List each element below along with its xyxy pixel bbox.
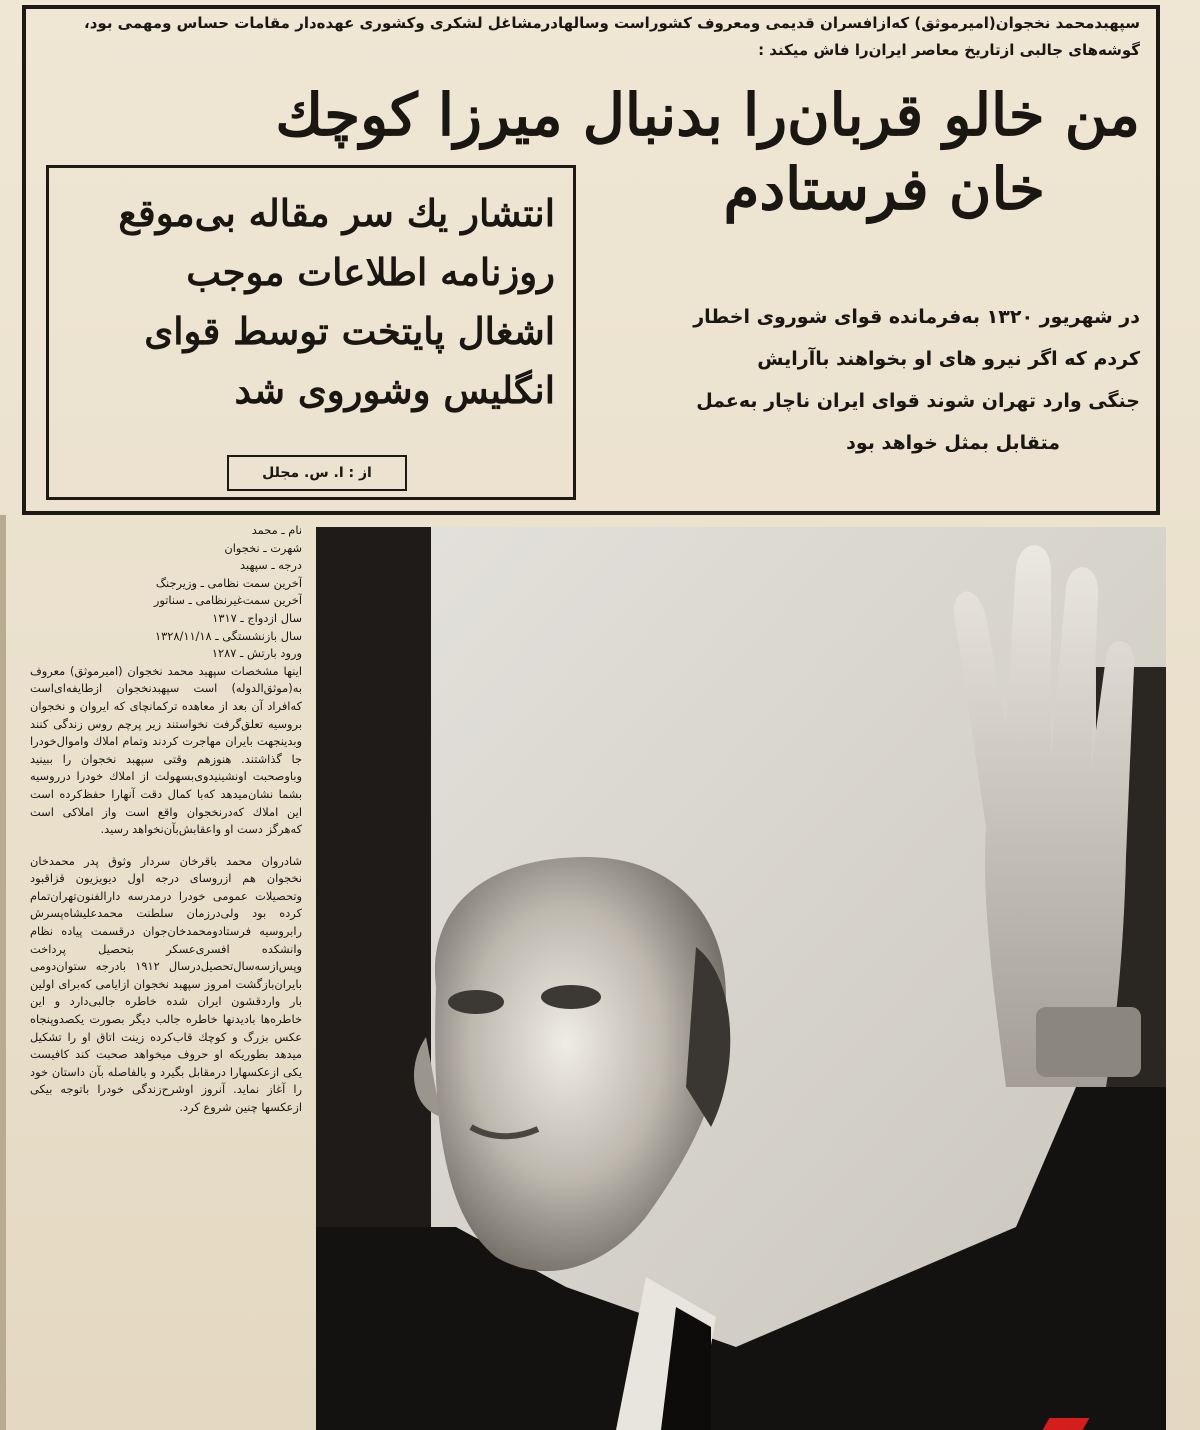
side-headline [67, 184, 555, 420]
corner-accent-mark [1043, 1418, 1090, 1430]
bio-facts [30, 522, 302, 663]
bio-column [30, 522, 302, 1427]
portrait-illustration [316, 527, 1166, 1430]
headline-line-2: خان فرستادم [723, 155, 1045, 223]
headline-line-1: من خالو قربان‌را بدنبال میرزا کوچك [275, 81, 1140, 149]
deck-line-2: کردم که اگر نیرو های او بخواهند باآرایش [757, 348, 1140, 370]
bio-fact: شهرت ـ نخجوان [224, 540, 302, 555]
subheadline-deck [600, 296, 1140, 464]
side-headline-line-2: روزنامه اطلاعات موجب [186, 250, 555, 294]
bio-paragraph-2: شادروان محمد باقرخان سردار وثوق پدر محمدخان نخجوان هم ازروسای درجه اول دیویزیون قزاقبود وتحصیلات عمومی خودرا درمدرسه دارالفنون‌تهران‌تمام کرده بود ولی‌درزمان سلطنت محمدعلیشاه‌پسرش رابروسیه فرستادومحمدخان‌جوان درقسمت پیاده نظام وانشکده افسری‌عسکر بتحصیل پرداخت وپس‌ازسه‌سال‌تحصیل‌درسال ۱۹۱۲ بادرجه ستوان‌دومی بایران‌بازگشت امروز سپهبد نخجوان ازایامی که‌برای اولین بار واردقشون ایران شده خاطره جالبی‌دارد و این خاطره‌ها بادیدنها خاطره جالب دیگر بصورت یکصدوپنجاه عکس بزرگ و کوچك قاب‌کرده زینت اتاق او را تشکیل میدهد بطوریکه او حروف میخواهد صحبت کند کافیست یکی ازعکسهارا درمقابل بگیرد و بالفاصله بآن داستان خود را آغاز نماید. آنروز اوشرح‌زندگی خودرا باتوجه بیکی ازعکسها چنین شروع کرد. [30, 853, 302, 1114]
deck-line-4: متقابل بمثل خواهد بود [846, 432, 1060, 454]
intro-text: سپهبدمحمد نخجوان(امیرموثق) که‌ازافسران قدیمی ومعروف کشوراست وسالهادرمشاغل لشکری وکشوری عهده‌دار مقامات حساس ومهمی بود، گوشه‌های جالبی ازتاریخ معاصر ایران‌را فاش میکند : [84, 14, 1140, 59]
side-headline-line-4: انگلیس وشوروی شد [234, 368, 555, 412]
bio-paragraph-1: اینها مشخصات سپهبد محمد نخجوان (امیرموثق) معروف به(موثق‌الدوله) است سپهبدنخجوان ازطایفه‌ای‌است که‌افراد آن بعد از معاهده ترکمانچای که ایروان و نخجوان بروسیه تعلق‌گرفت نخواستند زیر پرچم روس زندگی کنند وبدینجهت بایران مهاجرت کردند وتمام املاك واموال‌خودرا جا گذاشتند. هنوزهم وقتی سپهبد نخجوان را ببینید وباوصحبت اونشینیدوی‌بسهولت از املاك خودرا درروسیه بشما نشان‌میدهد که‌با کمال دقت آنهارا حفظ‌کرده است این املاك که‌درنخجوان واقع است واز املاکی است که‌هرگز دست او واعقابش‌بآن‌نخواهد رسید. [30, 663, 302, 837]
side-headline-box [46, 165, 576, 500]
author-byline: از : ا. س. مجلل [227, 455, 407, 491]
bio-fact: درجه ـ سپهبد [240, 558, 302, 573]
page-gutter [0, 515, 6, 1430]
bio-fact: آخرین سمت‌غیرنظامی ـ سناتور [153, 593, 302, 608]
portrait-photo [316, 527, 1166, 1430]
side-headline-line-3: اشغال پایتخت توسط قوای [144, 309, 555, 353]
bio-fact: سال ازدواج ـ ۱۳۱۷ [212, 610, 302, 625]
side-headline-line-1: انتشار یك سر مقاله بی‌موقع [118, 191, 555, 235]
bio-fact: آخرین سمت نظامی ـ وزیرجنگ [155, 575, 302, 590]
bio-fact: سال بازنشستگی ـ ۱۳۲۸/۱۱/۱۸ [155, 628, 302, 643]
deck-line-1: در شهریور ۱۳۲۰ به‌فرمانده قوای شوروی اخطار [693, 306, 1140, 328]
deck-line-3: جنگی وارد تهران شوند قوای ایران ناچار به‌عمل [696, 390, 1140, 412]
bio-fact: ورود بارتش ـ ۱۲۸۷ [211, 646, 302, 661]
bio-fact: نام ـ محمد [251, 523, 302, 537]
